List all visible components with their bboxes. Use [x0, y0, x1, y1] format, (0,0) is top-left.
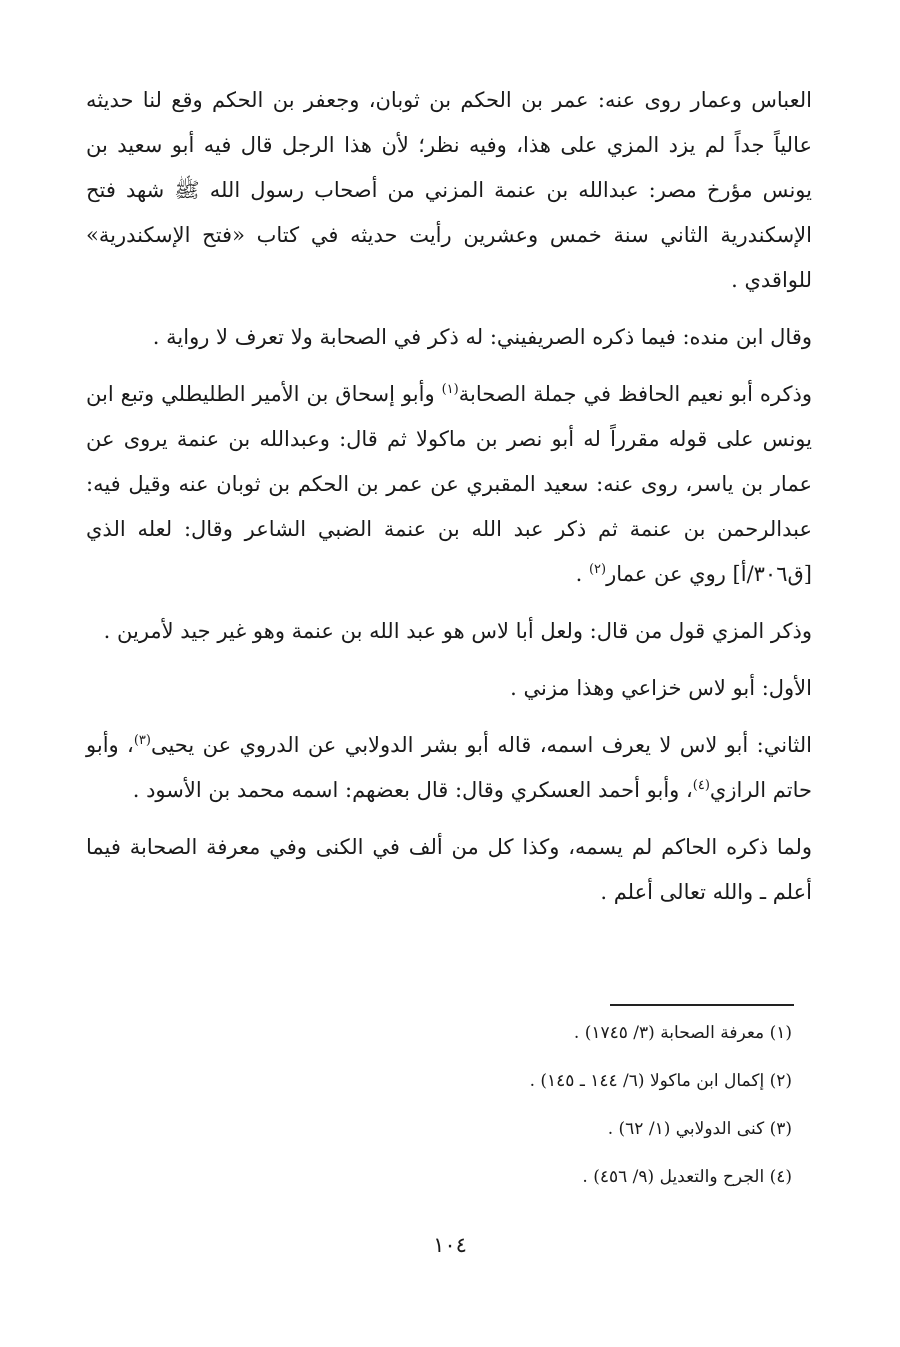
main-text [86, 78, 812, 915]
paragraph [86, 666, 812, 711]
footnote-4: (٤) الجرح والتعديل (٩/ ٤٥٦) . [582, 1167, 792, 1187]
footnote-ref-1[interactable]: (١) [441, 382, 459, 397]
paragraph-text: ، وأبو حاتم الرازي [86, 733, 812, 802]
paragraph-text: وذكر المزي قول من قال: ولعل أبا لاس هو عبد الله بن عنمة وهو غير جيد لأمرين . [103, 619, 812, 643]
paragraph-text: ولما ذكره الحاكم لم يسمه، وكذا كل من ألف في الكنى وفي معرفة الصحابة فيما أعلم ـ والله تعالى أعلم . [86, 835, 812, 904]
footnote-ref-2[interactable]: (٢) [588, 562, 607, 577]
footnote-1: (١) معرفة الصحابة (٣/ ١٧٤٥) . [573, 1023, 792, 1043]
footnotes-list [86, 1016, 792, 1208]
paragraph-text: وأبو إسحاق بن الأمير الطليطلي وتبع ابن يونس على قوله مقرراً له أبو نصر بن ماكولا ثم قال: وعبدالله بن عنمة يروى عن عمار بن ياسر، روى عنه: سعيد المقبري عن عمر بن الحكم بن ثوبان عنه وقيل فيه: عبدالرحمن بن عنمة ثم ذكر عبد الله بن عنمة الضبي الشاعر وقال: لعله الذي [ق٣٠٦/أ] روي عن عمار [86, 382, 812, 586]
paragraph [86, 315, 812, 360]
footnote-ref-3[interactable]: (٣) [133, 733, 151, 748]
paragraph-text: وقال ابن منده: فيما ذكره الصريفيني: له ذكر في الصحابة ولا تعرف لا رواية . [152, 325, 812, 349]
page-number: ١٠٤ [433, 1233, 467, 1257]
paragraph-text: ، وأبو أحمد العسكري وقال: قال بعضهم: اسمه محمد بن الأسود . [132, 778, 693, 802]
footnote-3: (٣) كنى الدولابي (١/ ٦٢) . [607, 1119, 792, 1139]
footnote-ref-4[interactable]: (٤) [692, 778, 710, 793]
paragraph [86, 825, 812, 915]
paragraph [86, 723, 812, 813]
footnote-separator [610, 1004, 794, 1006]
footnote-2: (٢) إكمال ابن ماكولا (٦/ ١٤٤ ـ ١٤٥) . [529, 1071, 792, 1091]
paragraph-text: وذكره أبو نعيم الحافظ في جملة الصحابة [458, 382, 812, 406]
paragraph-text: الأول: أبو لاس خزاعي وهذا مزني . [510, 676, 812, 700]
paragraph-text: الثاني: أبو لاس لا يعرف اسمه، قاله أبو بشر الدولابي عن الدروي عن يحيى [150, 733, 813, 757]
paragraph-text: . [575, 562, 589, 586]
paragraph-text: العباس وعمار روى عنه: عمر بن الحكم بن ثوبان، وجعفر بن الحكم وقع لنا حديثه عالياً جداً لم يزد المزي على هذا، وفيه نظر؛ لأن هذا الرجل قال فيه أبو سعيد بن يونس مؤرخ مصر: عبدالله بن عنمة المزني من أصحاب رسول الله ﷺ شهد فتح الإسكندرية الثاني سنة خمس وعشرين رأيت حديثه في كتاب «فتح الإسكندرية» للواقدي . [86, 88, 812, 292]
paragraph [86, 78, 812, 303]
paragraph [86, 609, 812, 654]
paragraph [86, 372, 812, 597]
